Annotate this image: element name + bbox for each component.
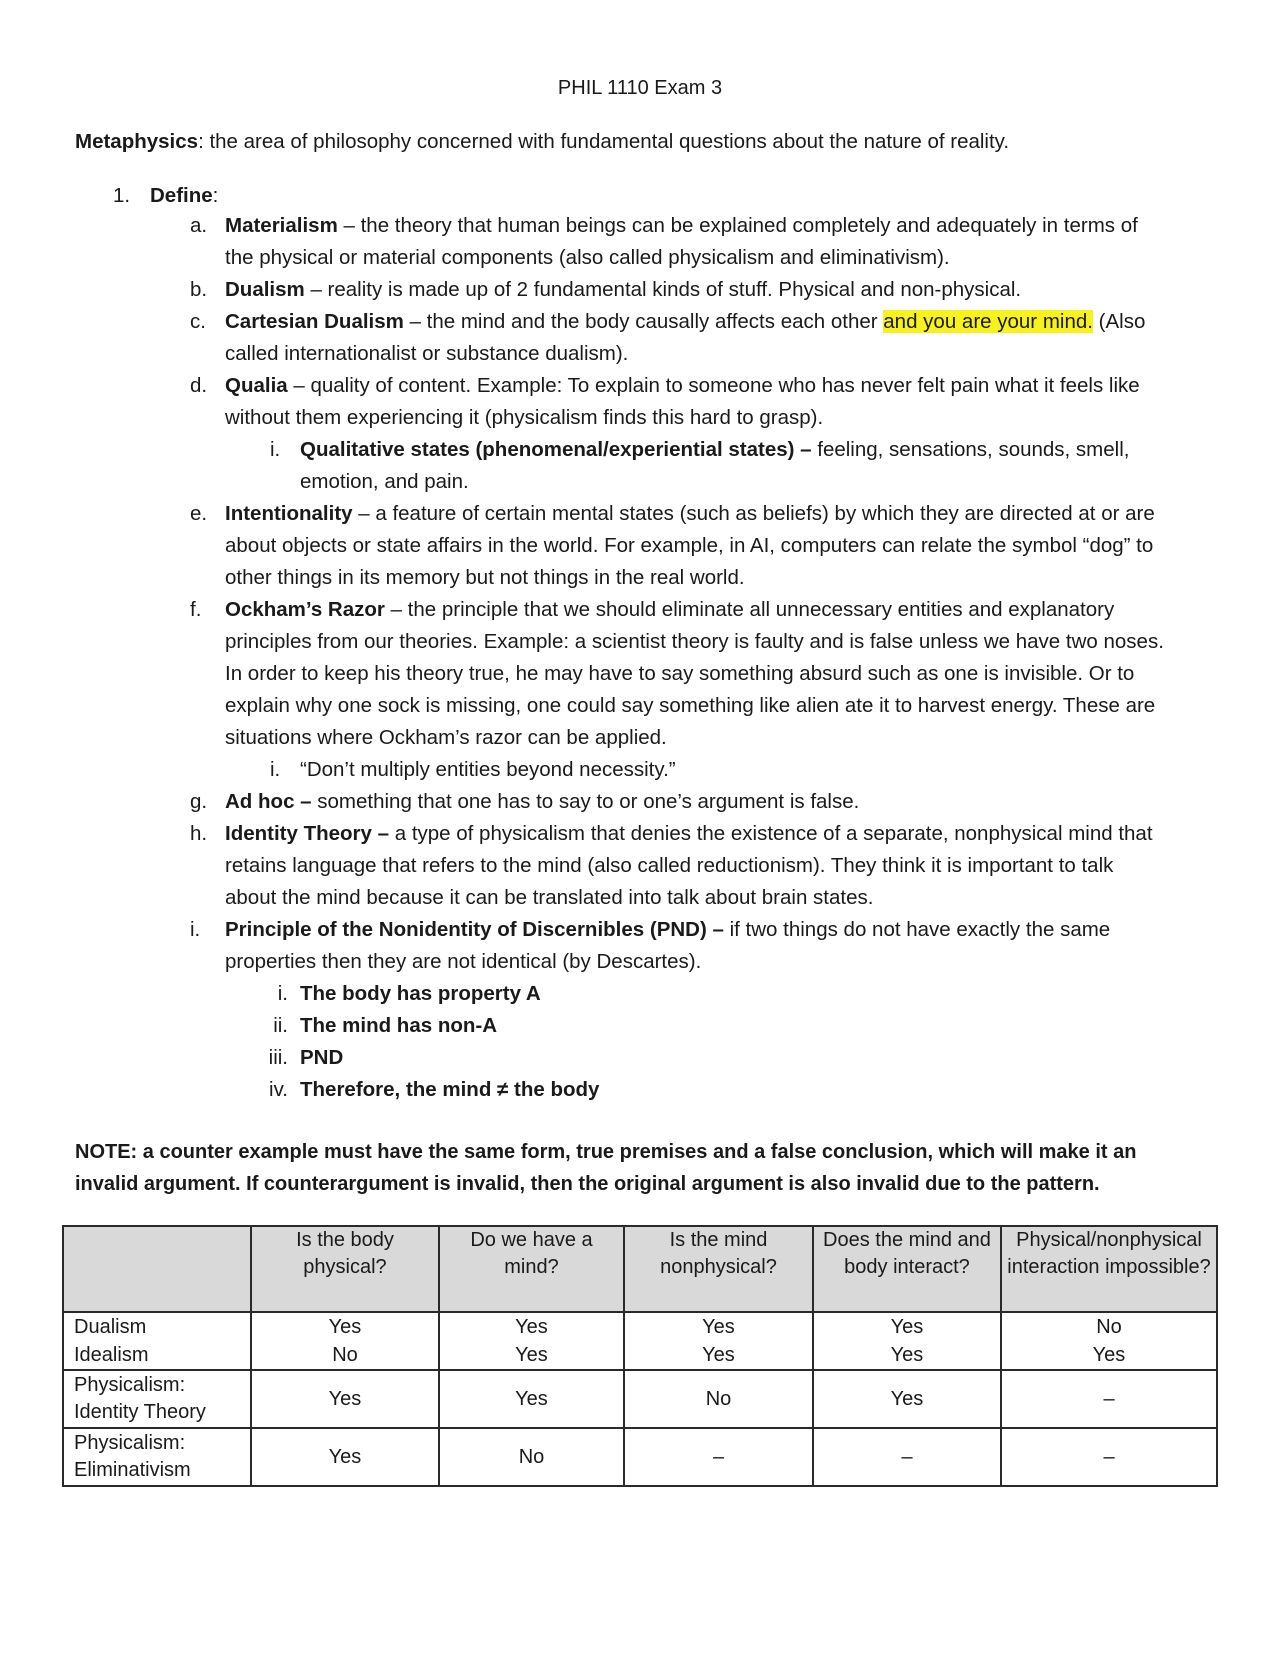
item-e-line-1 <box>225 498 1155 530</box>
table-cell: Yes <box>1001 1341 1217 1370</box>
row-label: Physicalism: Eliminativism <box>63 1428 251 1486</box>
item-f-line-5: situations where Ockham’s razor can be applied. <box>225 726 667 749</box>
row-label: Dualism <box>63 1312 251 1341</box>
intro-line <box>75 126 1009 158</box>
table-corner-cell <box>63 1226 251 1312</box>
item-b-line-1 <box>225 274 1021 306</box>
item-e-letter: e. <box>190 502 208 525</box>
table-header-row <box>63 1226 1217 1312</box>
item-a-line-2: the physical or material components (also called physicalism and eliminativism). <box>225 246 950 269</box>
table-cell: Yes <box>624 1341 813 1370</box>
section-colon: : <box>212 184 219 207</box>
item-f-letter: f. <box>190 598 202 621</box>
item-d-text-1: – quality of content. Example: To explain to someone who has never felt pain what it feels like <box>287 374 1140 397</box>
table-cell: – <box>813 1428 1001 1486</box>
step-number: i. <box>277 982 288 1005</box>
item-d-term: Qualia <box>225 374 288 397</box>
item-c-letter: c. <box>190 310 206 333</box>
table-header: Physical/nonphysical interaction impossible? <box>1001 1226 1217 1312</box>
item-f-line-1 <box>225 594 1114 626</box>
section-number: 1. <box>113 184 131 207</box>
item-i-line-1 <box>225 914 1110 946</box>
table-cell: Yes <box>251 1370 439 1428</box>
step-text: The body has property A <box>300 982 541 1005</box>
item-g-term: Ad hoc – <box>225 790 312 813</box>
step-number: iv. <box>269 1078 288 1101</box>
step-text: The mind has non-A <box>300 1014 498 1037</box>
table-header: Does the mind and body interact? <box>813 1226 1001 1312</box>
item-h-letter: h. <box>190 822 208 845</box>
note-line-1: NOTE: a counter example must have the same form, true premises and a false conclusion, which will make it an <box>75 1141 1137 1163</box>
item-d-line-1 <box>225 370 1140 402</box>
item-h-line-1 <box>225 818 1153 850</box>
item-f-line-4: explain why one sock is missing, one could say something like alien ate it to harvest energy. These are <box>225 694 1156 717</box>
item-e-term: Intentionality <box>225 502 353 525</box>
item-b-term: Dualism <box>225 278 305 301</box>
item-d-line-2: without them experiencing it (physicalism finds this hard to grasp). <box>225 406 824 429</box>
table-cell: Yes <box>251 1312 439 1341</box>
table-header: Is the body physical? <box>251 1226 439 1312</box>
page-title: PHIL 1110 Exam 3 <box>557 77 723 99</box>
item-d-sub-text-1: feeling, sensations, sounds, smell, <box>811 438 1130 461</box>
item-i-text-1: if two things do not have exactly the same <box>723 918 1111 941</box>
item-h-line-2: retains language that refers to the mind (also called reductionism). They think it is important to talk <box>225 854 1114 877</box>
item-d-sub-line-1 <box>300 434 1129 466</box>
table-cell: No <box>439 1428 624 1486</box>
row-label: Physicalism: Identity Theory <box>63 1370 251 1428</box>
table-cell: Yes <box>439 1312 624 1341</box>
item-e-line-3: other things in its memory but not things in the real world. <box>225 566 745 589</box>
item-b-text-1: – reality is made up of 2 fundamental kinds of stuff. Physical and non-physical. <box>304 278 1022 301</box>
item-d-sub-number: i. <box>270 438 281 461</box>
table-row <box>63 1312 1217 1341</box>
item-c-line-2: called internationalist or substance dualism). <box>225 342 629 365</box>
intro-term: Metaphysics <box>75 130 199 153</box>
step-text: Therefore, the mind ≠ the body <box>300 1078 600 1101</box>
table-cell: – <box>1001 1370 1217 1428</box>
step-number: iii. <box>268 1046 288 1069</box>
table-cell: Yes <box>624 1312 813 1341</box>
table-cell: Yes <box>439 1341 624 1370</box>
table-cell: No <box>251 1341 439 1370</box>
item-h-text-1: a type of physicalism that denies the existence of a separate, nonphysical mind that <box>389 822 1153 845</box>
item-f-sub-text: “Don’t multiply entities beyond necessity.” <box>300 758 676 781</box>
note-line-2: invalid argument. If counterargument is invalid, then the original argument is also invalid due to the pattern. <box>75 1173 1100 1195</box>
item-f-line-2: principles from our theories. Example: a scientist theory is faulty and is false unless we have two noses. <box>225 630 1164 653</box>
item-f-text-1: – the principle that we should eliminate all unnecessary entities and explanatory <box>384 598 1115 621</box>
table-cell: Yes <box>251 1428 439 1486</box>
item-e-text-1: – a feature of certain mental states (such as beliefs) by which they are directed at or are <box>352 502 1155 525</box>
item-f-term: Ockham’s Razor <box>225 598 385 621</box>
item-h-term: Identity Theory – <box>225 822 390 845</box>
item-c-text-1b: (Also <box>1092 310 1146 333</box>
table-header: Do we have a mind? <box>439 1226 624 1312</box>
item-a-term: Materialism <box>225 214 338 237</box>
comparison-table <box>62 1225 1218 1487</box>
table-row <box>63 1428 1217 1486</box>
table-cell: – <box>624 1428 813 1486</box>
section-label: Define <box>150 184 213 207</box>
item-d-letter: d. <box>190 374 208 397</box>
table-cell: No <box>624 1370 813 1428</box>
item-a-text-1: – the theory that human beings can be explained completely and adequately in terms of <box>337 214 1138 237</box>
table-cell: Yes <box>813 1341 1001 1370</box>
item-a-line-1 <box>225 210 1138 242</box>
step-text: PND <box>300 1046 344 1069</box>
item-g-letter: g. <box>190 790 208 813</box>
table-cell: Yes <box>813 1312 1001 1341</box>
item-b-letter: b. <box>190 278 208 301</box>
highlighted-text: and you are your mind. <box>883 310 1093 333</box>
item-h-line-3: about the mind because it can be translated into talk about brain states. <box>225 886 874 909</box>
table-cell: No <box>1001 1312 1217 1341</box>
table-cell: Yes <box>813 1370 1001 1428</box>
table-row <box>63 1370 1217 1428</box>
item-g-text-1: something that one has to say to or one’s argument is false. <box>311 790 860 813</box>
item-i-line-2: properties then they are not identical (by Descartes). <box>225 950 702 973</box>
step-number: ii. <box>273 1014 288 1037</box>
item-e-line-2: about objects or state affairs in the world. For example, in AI, computers can relate the symbol “dog” to <box>225 534 1154 557</box>
table-cell: Yes <box>439 1370 624 1428</box>
item-d-sub-term: Qualitative states (phenomenal/experiential states) – <box>300 438 812 461</box>
section-heading <box>150 180 218 212</box>
item-a-letter: a. <box>190 214 208 237</box>
item-c-text-1: – the mind and the body causally affects each other <box>403 310 884 333</box>
item-f-sub-number: i. <box>270 758 281 781</box>
table-cell: – <box>1001 1428 1217 1486</box>
item-c-term: Cartesian Dualism <box>225 310 404 333</box>
item-i-letter: i. <box>190 918 201 941</box>
table-row <box>63 1341 1217 1370</box>
table-header: Is the mind nonphysical? <box>624 1226 813 1312</box>
item-g-line-1 <box>225 786 859 818</box>
item-f-line-3: In order to keep his theory true, he may have to say something absurd such as one is invisible. Or to <box>225 662 1135 685</box>
intro-text: : the area of philosophy concerned with fundamental questions about the nature of reality. <box>198 130 1010 153</box>
row-label: Idealism <box>63 1341 251 1370</box>
item-c-line-1 <box>225 306 1145 338</box>
item-d-sub-line-2: emotion, and pain. <box>300 470 469 493</box>
item-i-term: Principle of the Nonidentity of Discernibles (PND) – <box>225 918 724 941</box>
